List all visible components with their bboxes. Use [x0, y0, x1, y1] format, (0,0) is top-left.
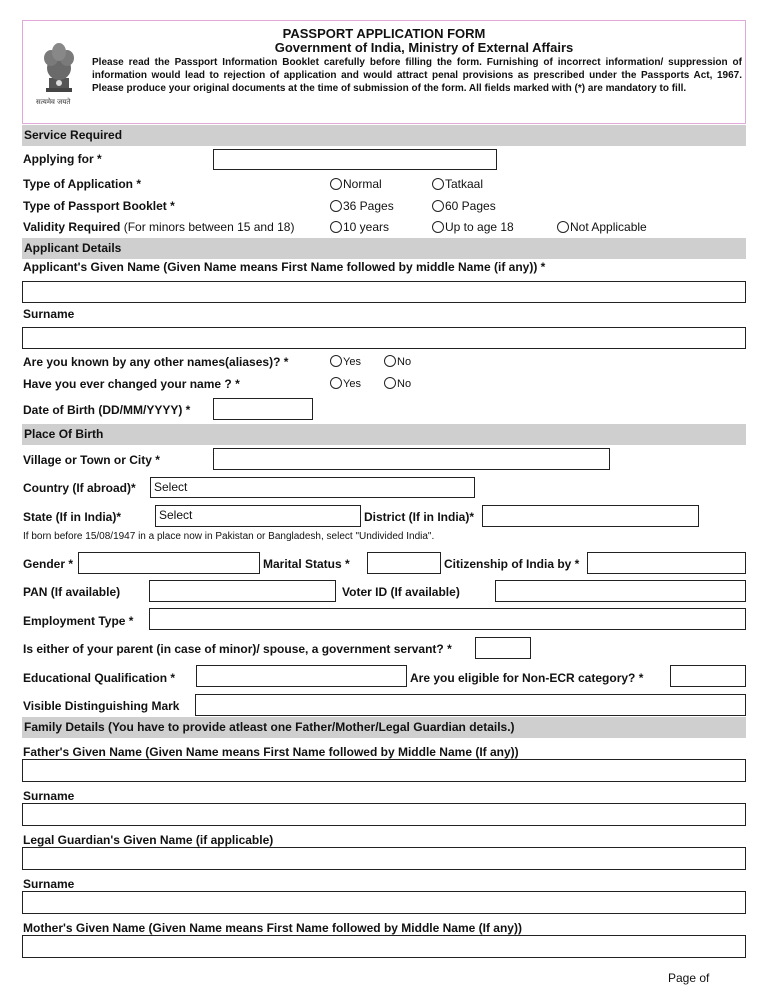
- marital-status-field[interactable]: [367, 552, 441, 574]
- non-ecr-label: Are you eligible for Non-ECR category? *: [410, 671, 644, 685]
- radio-circle-icon: [384, 355, 396, 367]
- aliases-label: Are you known by any other names(aliases)? *: [23, 355, 289, 369]
- distinguishing-mark-label: Visible Distinguishing Mark: [23, 699, 180, 713]
- radio-aliases-yes-label: Yes: [343, 356, 361, 368]
- father-name-label: Father's Given Name (Given Name means First Name followed by Middle Name (If any)): [23, 745, 519, 759]
- mother-name-label: Mother's Given Name (Given Name means First Name followed by Middle Name (If any)): [23, 921, 522, 935]
- surname-field[interactable]: [22, 327, 746, 349]
- form-instructions: Please read the Passport Information Booklet carefully before filling the form. Furnishing of incorrect information/ suppression of information would lead to rejection of application and would attract penal provisions as prescribed under the Passports Act, 1967. Please produce your original documents at the time of submission of the form. All fields marked with (*) are mandatory to fill.: [92, 57, 742, 94]
- section-service-required: Service Required: [22, 125, 746, 146]
- radio-changed-no[interactable]: [384, 377, 411, 391]
- emblem-caption: सत्यमेव जयते: [36, 98, 71, 106]
- employment-label: Employment Type *: [23, 614, 134, 628]
- validity-note: (For minors between 15 and 18): [123, 220, 295, 234]
- type-of-application-label: Type of Application *: [23, 177, 142, 191]
- radio-aliases-no-label: No: [397, 356, 412, 368]
- govt-servant-field[interactable]: [475, 637, 531, 659]
- father-surname-field[interactable]: [22, 803, 746, 826]
- non-ecr-field[interactable]: [670, 665, 746, 687]
- radio-10-years[interactable]: [330, 220, 389, 234]
- section-place-of-birth: Place Of Birth: [22, 424, 746, 445]
- radio-circle-icon: [432, 178, 444, 190]
- radio-not-applicable[interactable]: [557, 220, 647, 234]
- section-family-details: Family Details (You have to provide atleast one Father/Mother/Legal Guardian details.): [22, 717, 746, 738]
- radio-circle-icon: [330, 377, 342, 389]
- father-surname-label: Surname: [23, 789, 75, 803]
- form-subtitle: Government of India, Ministry of External Affairs: [274, 40, 574, 55]
- radio-changed-yes-label: Yes: [343, 378, 361, 390]
- radio-circle-icon: [330, 221, 342, 233]
- validity-label-text: Validity Required: [23, 220, 121, 234]
- radio-circle-icon: [557, 221, 569, 233]
- district-field[interactable]: [482, 505, 699, 527]
- radio-up-to-18-label: Up to age 18: [445, 220, 514, 234]
- guardian-surname-label: Surname: [23, 877, 75, 891]
- validity-label: [23, 220, 294, 234]
- gender-label: Gender *: [23, 557, 74, 571]
- radio-changed-no-label: No: [397, 378, 412, 390]
- radio-tatkaal-label: Tatkaal: [445, 177, 484, 191]
- country-select[interactable]: Select: [150, 477, 475, 498]
- radio-10-years-label: 10 years: [343, 220, 390, 234]
- employment-field[interactable]: [149, 608, 746, 630]
- pan-label: PAN (If available): [23, 585, 121, 599]
- page-number: Page of: [668, 971, 710, 985]
- applying-for-label: Applying for *: [23, 152, 102, 166]
- district-label: District (If in India)*: [364, 510, 475, 524]
- radio-36-pages[interactable]: [330, 199, 394, 213]
- given-name-label: Applicant's Given Name (Given Name means First Name followed by middle Name (if any)) *: [23, 260, 546, 274]
- father-name-field[interactable]: [22, 759, 746, 782]
- changed-name-label: Have you ever changed your name ? *: [23, 377, 240, 391]
- state-select[interactable]: Select: [155, 505, 361, 527]
- guardian-name-label: Legal Guardian's Given Name (if applicable): [23, 833, 274, 847]
- radio-circle-icon: [432, 200, 444, 212]
- govt-servant-label: Is either of your parent (in case of minor)/ spouse, a government servant? *: [23, 642, 452, 656]
- section-applicant-details: Applicant Details: [22, 238, 746, 259]
- radio-circle-icon: [330, 200, 342, 212]
- mother-name-field[interactable]: [22, 935, 746, 958]
- radio-circle-icon: [330, 355, 342, 367]
- given-name-field[interactable]: [22, 281, 746, 303]
- radio-changed-yes[interactable]: [330, 377, 361, 391]
- citizenship-field[interactable]: [587, 552, 746, 574]
- radio-36-pages-label: 36 Pages: [343, 199, 394, 213]
- voter-id-label: Voter ID (If available): [342, 585, 460, 599]
- radio-aliases-no[interactable]: [384, 355, 411, 369]
- undivided-india-note: If born before 15/08/1947 in a place now in Pakistan or Bangladesh, select "Undivided India".: [23, 531, 435, 542]
- pan-field[interactable]: [149, 580, 336, 602]
- radio-up-to-18[interactable]: [432, 220, 514, 234]
- dob-field[interactable]: [213, 398, 313, 420]
- form-title: PASSPORT APPLICATION FORM: [282, 26, 486, 41]
- village-label: Village or Town or City *: [23, 453, 160, 467]
- education-label: Educational Qualification *: [23, 671, 176, 685]
- booklet-type-label: Type of Passport Booklet *: [23, 199, 175, 213]
- radio-circle-icon: [330, 178, 342, 190]
- gender-field[interactable]: [78, 552, 260, 574]
- radio-normal[interactable]: [330, 177, 382, 191]
- radio-not-applicable-label: Not Applicable: [570, 220, 647, 234]
- voter-id-field[interactable]: [495, 580, 746, 602]
- distinguishing-mark-field[interactable]: [195, 694, 746, 716]
- state-label: State (If in India)*: [23, 510, 122, 524]
- radio-60-pages-label: 60 Pages: [445, 199, 496, 213]
- citizenship-label: Citizenship of India by *: [444, 557, 580, 571]
- guardian-name-field[interactable]: [22, 847, 746, 870]
- radio-circle-icon: [432, 221, 444, 233]
- radio-normal-label: Normal: [343, 177, 382, 191]
- education-field[interactable]: [196, 665, 407, 687]
- radio-aliases-yes[interactable]: [330, 355, 361, 369]
- guardian-surname-field[interactable]: [22, 891, 746, 914]
- radio-60-pages[interactable]: [432, 199, 496, 213]
- dob-label: Date of Birth (DD/MM/YYYY) *: [23, 403, 191, 417]
- radio-circle-icon: [384, 377, 396, 389]
- surname-label: Surname: [23, 307, 75, 321]
- village-field[interactable]: [213, 448, 610, 470]
- marital-status-label: Marital Status *: [263, 557, 350, 571]
- radio-tatkaal[interactable]: [432, 177, 483, 191]
- applying-for-field[interactable]: [213, 149, 497, 170]
- country-label: Country (If abroad)*: [23, 481, 136, 495]
